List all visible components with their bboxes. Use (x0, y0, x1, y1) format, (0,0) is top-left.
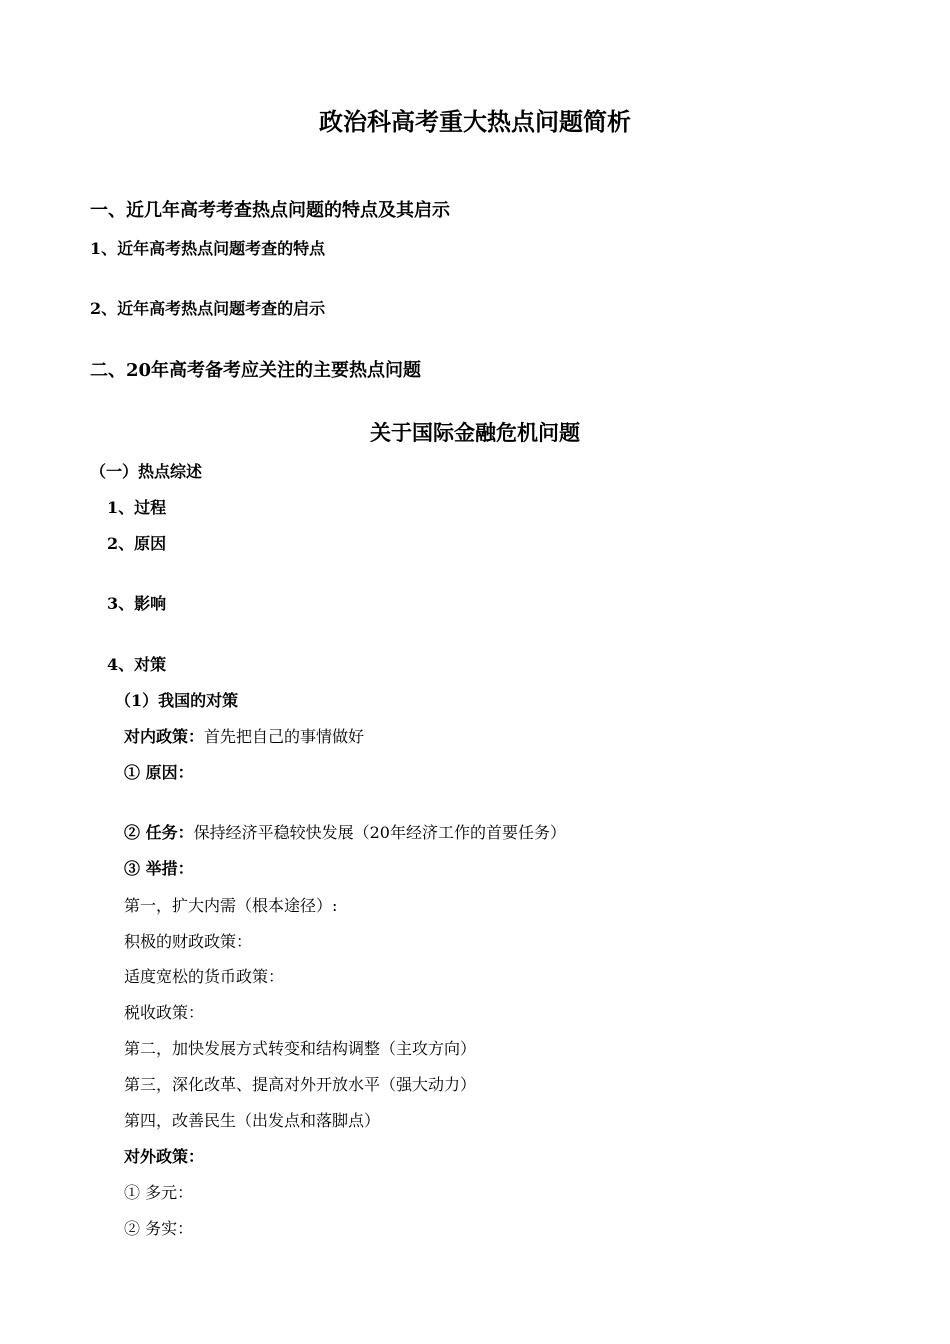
domestic-policy-label: 对内政策： (124, 727, 205, 746)
section-1-heading: 一、近几年高考考查热点问题的特点及其启示 (90, 200, 450, 221)
topic-title: 关于国际金融危机问题 (370, 420, 580, 445)
foreign-item-1: ① 多元： (124, 1183, 194, 1202)
measure-line-7: 第四，改善民生（出发点和落脚点） (124, 1111, 381, 1130)
document-title: 政治科高考重大热点问题简析 (319, 107, 631, 136)
foreign-item-2: ② 务实： (124, 1219, 194, 1238)
reason-label: ① 原因： (124, 763, 194, 782)
section-2-heading: 二、20年高考备考应关注的主要热点问题 (90, 360, 422, 381)
countermeasures-heading: 4、对策 (107, 655, 167, 674)
foreign-policy-label: 对外政策： (124, 1147, 205, 1166)
task-line (124, 823, 566, 842)
measure-line-3: 适度宽松的货币政策： (124, 967, 285, 986)
measure-line-6: 第三，深化改革、提高对外开放水平（强大动力） (124, 1075, 477, 1094)
task-label: ② 任务： (124, 823, 194, 842)
cause-heading: 2、原因 (107, 534, 167, 553)
measure-line-4: 税收政策： (124, 1003, 205, 1022)
process-heading: 1、过程 (107, 498, 167, 517)
task-text: 保持经济平稳较快发展（20年经济工作的首要任务） (193, 823, 566, 842)
china-countermeasures-heading: （1）我国的对策 (115, 691, 239, 710)
domestic-policy-text: 首先把自己的事情做好 (204, 727, 365, 746)
measure-line-1: 第一，扩大内需（根本途径）: (124, 896, 338, 915)
overview-heading: （一）热点综述 (90, 462, 203, 481)
measure-line-2: 积极的财政政策： (124, 932, 253, 951)
impact-heading: 3、影响 (107, 594, 167, 613)
measures-label: ③ 举措： (124, 859, 194, 878)
section-1-item-1: 1、近年高考热点问题考查的特点 (90, 239, 326, 258)
section-1-item-2: 2、近年高考热点问题考查的启示 (90, 299, 326, 318)
measure-line-5: 第二，加快发展方式转变和结构调整（主攻方向） (124, 1039, 477, 1058)
domestic-policy-line (124, 727, 364, 746)
